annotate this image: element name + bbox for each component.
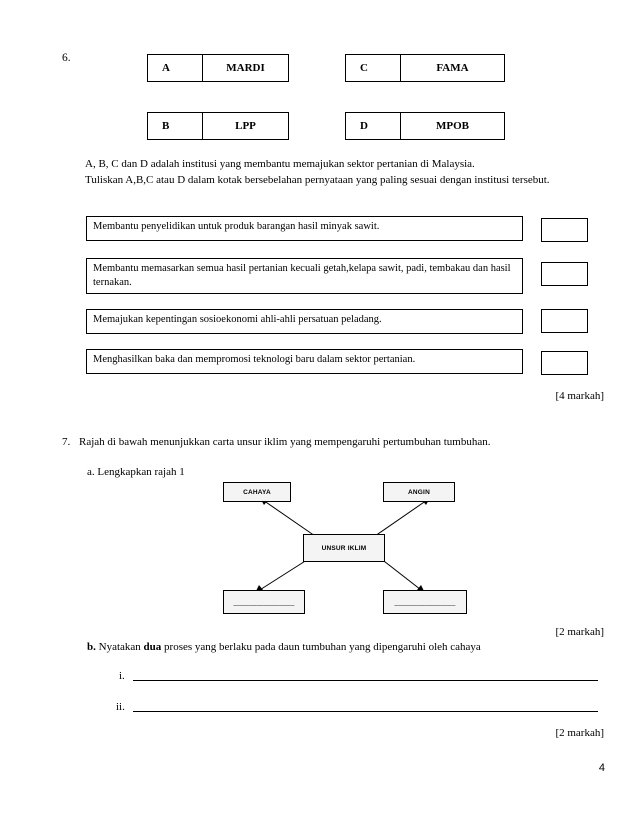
institution-name: LPP: [202, 113, 288, 139]
institution-name: MPOB: [400, 113, 504, 139]
q6-marks: [4 markah]: [555, 390, 604, 402]
statement-3: Memajukan kepentingan sosioekonomi ahli-ahli persatuan peladang.: [86, 309, 523, 334]
answer-box-4[interactable]: [541, 351, 588, 375]
q7-part-b-pre: Nyatakan: [98, 641, 141, 653]
q6-instruction: Tuliskan A,B,C atau D dalam kotak bersebelahan pernyataan yang paling sesuai dengan institusi tersebut.: [85, 174, 550, 186]
question-7-number: 7.: [62, 436, 71, 448]
page-number: 4: [598, 762, 605, 774]
diagram-node-center: UNSUR IKLIM: [303, 534, 385, 562]
q7-part-a: a. Lengkapkan rajah 1: [87, 466, 185, 478]
answer-label-i: i.: [119, 670, 125, 682]
q7b-marks: [2 markah]: [555, 727, 604, 739]
answer-line-i[interactable]: [133, 670, 598, 681]
climate-elements-diagram: [215, 470, 475, 620]
diagram-node-cahaya: CAHAYA: [223, 482, 291, 502]
q7-part-b: [87, 641, 481, 653]
institution-letter: C: [360, 62, 368, 74]
answer-label-ii: ii.: [116, 701, 125, 713]
statement-2: Membantu memasarkan semua hasil pertanian kecuali getah,kelapa sawit, padi, tembakau dan hasil ternakan.: [86, 258, 523, 294]
question-6-number: 6.: [62, 52, 71, 64]
institution-name: MARDI: [202, 55, 288, 81]
institution-letter: B: [162, 120, 170, 132]
institution-box-b: [147, 112, 289, 140]
answer-box-3[interactable]: [541, 309, 588, 333]
answer-line-ii[interactable]: [133, 701, 598, 712]
q7-stem: Rajah di bawah menunjukkan carta unsur iklim yang mempengaruhi pertumbuhan tumbuhan.: [79, 436, 491, 448]
statement-1: Membantu penyelidikan untuk produk barangan hasil minyak sawit.: [86, 216, 523, 241]
institution-box-d: [345, 112, 505, 140]
q6-intro: A, B, C dan D adalah institusi yang membantu memajukan sektor pertanian di Malaysia.: [85, 158, 475, 170]
statement-4: Menghasilkan baka dan mempromosi teknologi baru dalam sektor pertanian.: [86, 349, 523, 374]
institution-box-c: [345, 54, 505, 82]
answer-box-2[interactable]: [541, 262, 588, 286]
q7-part-b-bold: dua: [143, 641, 162, 653]
diagram-node-angin: ANGIN: [383, 482, 455, 502]
institution-box-a: [147, 54, 289, 82]
institution-letter: D: [360, 120, 368, 132]
q7-part-b-label: b.: [87, 641, 96, 653]
institution-name: FAMA: [400, 55, 504, 81]
q7a-marks: [2 markah]: [555, 626, 604, 638]
institution-letter: A: [162, 62, 170, 74]
diagram-node-blank-right[interactable]: ________________: [383, 590, 467, 614]
answer-box-1[interactable]: [541, 218, 588, 242]
q7-part-b-post: proses yang berlaku pada daun tumbuhan yang dipengaruhi oleh cahaya: [164, 641, 481, 653]
diagram-node-blank-left[interactable]: ________________: [223, 590, 305, 614]
